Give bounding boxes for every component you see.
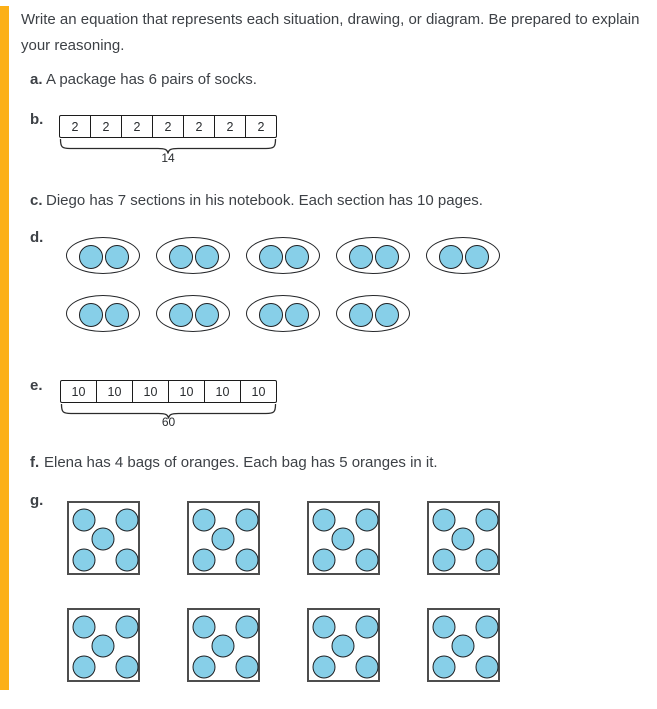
counter-dot — [475, 509, 498, 532]
item-d-label: d. — [30, 229, 44, 246]
counter-dot — [349, 303, 373, 327]
counter-dot — [212, 634, 235, 657]
group-oval — [336, 295, 410, 332]
counter-dot — [73, 509, 96, 532]
item-a-label: a. — [30, 71, 43, 88]
group-square — [187, 501, 260, 575]
counter-dot — [313, 509, 336, 532]
counter-dot — [169, 245, 193, 269]
counter-dot — [349, 245, 373, 269]
counter-dot — [433, 509, 456, 532]
group-square — [307, 501, 380, 575]
counter-dot — [433, 655, 456, 678]
counter-dot — [465, 245, 489, 269]
tape-cell: 10 — [240, 381, 276, 402]
counter-dot — [92, 634, 115, 657]
group-square — [187, 608, 260, 682]
group-square — [307, 608, 380, 682]
group-square — [427, 501, 500, 575]
counter-dot — [355, 655, 378, 678]
counter-dot — [73, 548, 96, 571]
counter-dot — [433, 616, 456, 639]
counter-dot — [193, 655, 216, 678]
group-square — [427, 608, 500, 682]
counter-dot — [92, 527, 115, 550]
counter-dot — [332, 634, 355, 657]
counter-dot — [452, 527, 475, 550]
counter-dot — [115, 616, 138, 639]
counter-dot — [375, 303, 399, 327]
tape-cell: 2 — [90, 116, 121, 137]
counter-dot — [355, 509, 378, 532]
counter-dot — [313, 616, 336, 639]
group-square — [67, 501, 140, 575]
tape-cell: 2 — [245, 116, 276, 137]
counter-dot — [169, 303, 193, 327]
counter-dot — [195, 245, 219, 269]
counter-dot — [332, 527, 355, 550]
counter-dot — [115, 509, 138, 532]
item-g-label: g. — [30, 492, 44, 509]
activity-accent-bar — [0, 6, 9, 690]
counter-dot — [475, 548, 498, 571]
counter-dot — [105, 303, 129, 327]
counter-dot — [259, 245, 283, 269]
counter-dot — [212, 527, 235, 550]
tape-diagram-e — [60, 380, 277, 403]
tape-e-total: 60 — [161, 415, 176, 429]
counter-dot — [193, 548, 216, 571]
counter-dot — [105, 245, 129, 269]
tape-cell: 2 — [71, 119, 79, 134]
counter-dot — [193, 509, 216, 532]
counter-dot — [433, 548, 456, 571]
task-statement: Write an equation that represents each situation, drawing, or diagram. Be prepared to explain your reasoning. — [21, 11, 640, 54]
group-oval — [426, 237, 500, 274]
item-f-label: f. — [30, 454, 40, 471]
counter-dot — [195, 303, 219, 327]
tape-cell: 10 — [96, 381, 132, 402]
group-oval — [66, 237, 140, 274]
counter-dot — [439, 245, 463, 269]
counter-dot — [313, 548, 336, 571]
item-e-label: e. — [30, 377, 43, 394]
counter-dot — [259, 303, 283, 327]
group-oval — [246, 237, 320, 274]
counter-dot — [313, 655, 336, 678]
counter-dot — [73, 616, 96, 639]
tape-cell: 2 — [121, 116, 152, 137]
item-b-label: b. — [30, 111, 44, 128]
counter-dot — [79, 303, 103, 327]
group-oval — [66, 295, 140, 332]
tape-cell: 2 — [152, 116, 183, 137]
counter-dot — [285, 245, 309, 269]
counter-dot — [73, 655, 96, 678]
group-square — [67, 608, 140, 682]
counter-dot — [355, 548, 378, 571]
tape-cell: 2 — [183, 116, 214, 137]
item-c-label: c. — [30, 192, 43, 209]
counter-dot — [235, 655, 258, 678]
counter-dot — [475, 616, 498, 639]
item-c-text: Diego has 7 sections in his notebook. Each section has 10 pages. — [46, 192, 483, 209]
item-a-text: A package has 6 pairs of socks. — [46, 71, 257, 88]
tape-cell: 10 — [204, 381, 240, 402]
counter-dot — [79, 245, 103, 269]
tape-cell: 10 — [168, 381, 204, 402]
group-oval — [156, 237, 230, 274]
tape-cell: 10 — [132, 381, 168, 402]
group-oval — [246, 295, 320, 332]
item-f-text: Elena has 4 bags of oranges. Each bag has 5 oranges in it. — [44, 454, 438, 471]
counter-dot — [235, 509, 258, 532]
tape-cell: 10 — [71, 384, 86, 399]
group-oval — [156, 295, 230, 332]
counter-dot — [235, 548, 258, 571]
counter-dot — [115, 548, 138, 571]
counter-dot — [115, 655, 138, 678]
tape-diagram-b — [59, 115, 277, 138]
counter-dot — [452, 634, 475, 657]
counter-dot — [193, 616, 216, 639]
counter-dot — [375, 245, 399, 269]
counter-dot — [235, 616, 258, 639]
counter-dot — [355, 616, 378, 639]
counter-dot — [475, 655, 498, 678]
tape-cell: 2 — [214, 116, 245, 137]
counter-dot — [285, 303, 309, 327]
group-oval — [336, 237, 410, 274]
tape-b-total: 14 — [161, 151, 175, 165]
